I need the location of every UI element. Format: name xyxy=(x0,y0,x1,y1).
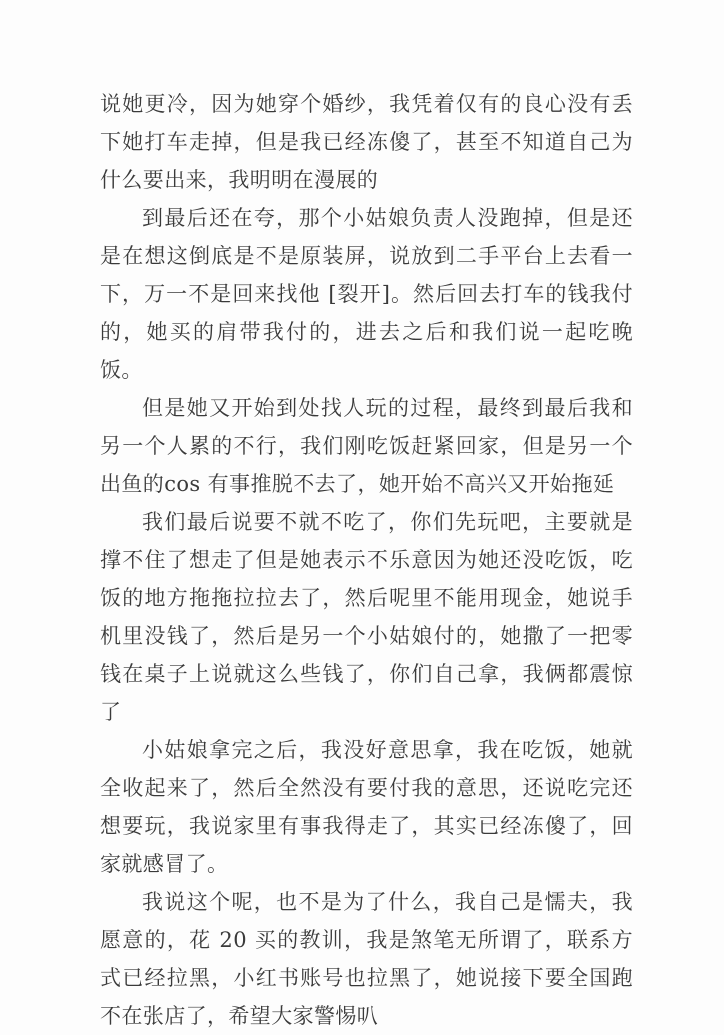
paragraph-3: 但是她又开始到处找人玩的过程，最终到最后我和另一个人累的不行，我们刚吃饭赶紧回家，但是另一个出鱼的cos 有事推脱不去了，她开始不高兴又开始拖延 xyxy=(100,396,633,496)
paragraph-2: 到最后还在夸，那个小姑娘负责人没跑掉，但是还是在想这倒底是不是原装屏，说放到二手平台上去看一下，万一不是回来找他 [裂开]。然后回去打车的钱我付的，她买的肩带我付的，进去之后和我们说一起吃晚饭。 xyxy=(100,206,633,382)
paragraph-4: 我们最后说要不就不吃了，你们先玩吧，主要就是撑不住了想走了但是她表示不乐意因为她还没吃饭，吃饭的地方拖拖拉拉去了，然后呢里不能用现金，她说手机里没钱了，然后是另一个小姑娘付的，她撒了一把零钱在桌子上说就这么些钱了，你们自己拿，我俩都震惊了 xyxy=(100,510,633,724)
paragraph-6: 我说这个呢，也不是为了什么，我自己是懦夫，我愿意的，花 20 买的教训，我是煞笔无所谓了，联系方式已经拉黑，小红书账号也拉黑了，她说接下要全国跑不在张店了，希望大家警惕叭 xyxy=(100,890,633,1028)
paragraph-5: 小姑娘拿完之后，我没好意思拿，我在吃饭，她就全收起来了，然后全然没有要付我的意思，还说吃完还想要玩，我说家里有事我得走了，其实已经冻傻了，回家就感冒了。 xyxy=(100,738,633,876)
paragraph-1: 说她更冷，因为她穿个婚纱，我凭着仅有的良心没有丢下她打车走掉，但是我已经冻傻了，甚至不知道自己为什么要出来，我明明在漫展的 xyxy=(100,92,633,192)
